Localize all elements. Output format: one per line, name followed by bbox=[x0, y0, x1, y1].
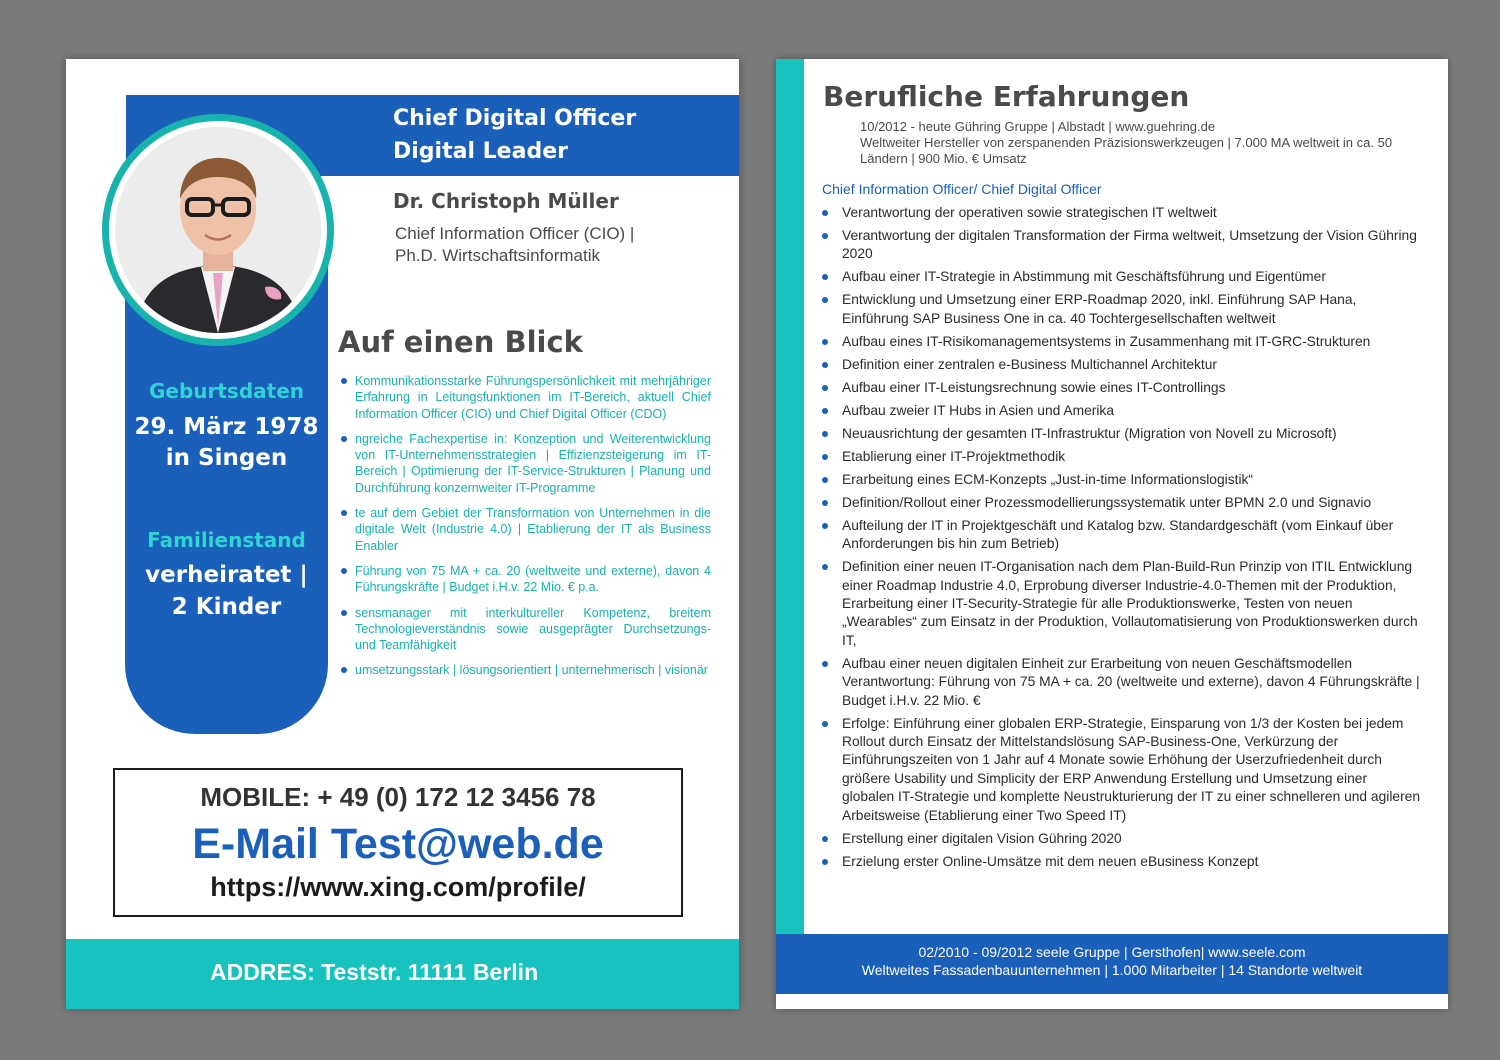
responsibility-item: Aufbau eines IT-Risikomanagementsystems in Zusammenhang mit IT-GRC-Strukturen bbox=[822, 333, 1422, 351]
family-label: Familienstand bbox=[147, 528, 306, 552]
job-subtitle: Digital Leader bbox=[393, 139, 568, 164]
overview-list bbox=[339, 373, 711, 688]
responsibility-item: Aufbau einer IT-Strategie in Abstimmung mit Geschäftsführung und Eigentümer bbox=[822, 268, 1422, 286]
overview-item: Kommunikationsstarke Führungspersönlichkeit mit mehrjähriger Erfahrung in Leitungsfunktionen im IT-Bereich, aktuell Chief Information Officer (CIO) und Chief Digital Officer (CDO) bbox=[339, 373, 711, 422]
responsibility-item: Definition einer zentralen e-Business Multichannel Architektur bbox=[822, 356, 1422, 374]
overview-item: Führung von 75 MA + ca. 20 (weltweite und externe), davon 4 Führungskräfte | Budget i.H.v. 22 Mio. € p.a. bbox=[339, 563, 711, 596]
previous-employer: 02/2010 - 09/2012 seele Gruppe | Gersthofen| www.seele.com bbox=[918, 944, 1306, 960]
birth-date: 29. März 1978 bbox=[134, 414, 319, 440]
email-address[interactable]: E-Mail Test@web.de bbox=[192, 820, 604, 868]
job-title: Chief Digital Officer bbox=[393, 106, 637, 131]
position-title: Chief Information Officer/ Chief Digital Officer bbox=[822, 181, 1102, 197]
responsibility-item: Definition/Rollout einer Prozessmodellierungssystematik unter BPMN 2.0 und Signavio bbox=[822, 494, 1422, 512]
overview-item: sensmanager mit interkultureller Kompetenz, breitem Technologieverständnis sowie ausgeprägter Durchsetzungs- und Teamfähigkeit bbox=[339, 605, 711, 654]
responsibility-item: Erstellung einer digitalen Vision Gühring 2020 bbox=[822, 830, 1422, 848]
responsibility-item: Etablierung einer IT-Projektmethodik bbox=[822, 448, 1422, 466]
company-description: Weltweiter Hersteller von zerspanenden Präzisionswerkzeugen | 7.000 MA weltweit in ca. 50 Ländern | 900 Mio. € Umsatz bbox=[860, 135, 1393, 166]
mobile-number[interactable]: MOBILE: + 49 (0) 172 12 3456 78 bbox=[200, 782, 596, 812]
previous-employer-band bbox=[776, 934, 1448, 994]
responsibility-item: Entwicklung und Umsetzung einer ERP-Roadmap 2020, inkl. Einführung SAP Hana, Einführung SAP Business One in ca. 40 Tochtergesellschaften weltweit bbox=[822, 291, 1422, 328]
family-status: verheiratet | bbox=[145, 562, 308, 588]
xing-profile-link[interactable]: https://www.xing.com/profile/ bbox=[210, 872, 586, 902]
role-line: Chief Information Officer (CIO) | bbox=[395, 224, 635, 243]
responsibility-item: Erarbeitung eines ECM-Konzepts „Just-in-time Informationslogistik“ bbox=[822, 471, 1422, 489]
company-info bbox=[860, 119, 1420, 167]
person-name: Dr. Christoph Müller bbox=[393, 189, 619, 213]
responsibility-item: Aufbau einer IT-Leistungsrechnung sowie eines IT-Controllings bbox=[822, 379, 1422, 397]
overview-item: ngreiche Fachexpertise in: Konzeption und Weiterentwicklung von IT-Unternehmensstrategien | Effizienzsteigerung im IT-Bereich | Optimierung der IT-Service-Strukturen | Planung und Durchführung konzernweiter IT-Programme bbox=[339, 431, 711, 496]
overview-heading: Auf einen Blick bbox=[338, 325, 583, 359]
overview-item: umsetzungsstark | lösungsorientiert | unternehmerisch | visionär bbox=[339, 662, 711, 678]
experience-heading: Berufliche Erfahrungen bbox=[823, 80, 1190, 113]
responsibility-item: Neuausrichtung der gesamten IT-Infrastruktur (Migration von Novell zu Microsoft) bbox=[822, 425, 1422, 443]
portrait-illustration bbox=[115, 127, 321, 333]
portrait-image bbox=[115, 127, 321, 333]
birth-label: Geburtsdaten bbox=[148, 379, 305, 403]
contact-box bbox=[113, 768, 683, 917]
responsibility-item: Erfolge: Einführung einer globalen ERP-Strategie, Einsparung von 1/3 der Kosten bei jedem Rollout durch Einsatz der Mittelstandslösung SAP-Business-One, Verkürzung der Einführungszeiten von 1 Jahr auf 4 Monate sowie Erhöhung der Userzufriedenheit durch größere Usability und Simplicity der ERP Anwendung Erstellung und Umsetzung einer globalen IT-Strategie und komplette Neustrukturierung der IT zu einer schnelleren und agileren Arbeitsweise (Etablierung einer Two Speed IT) bbox=[822, 715, 1422, 825]
responsibility-list bbox=[822, 204, 1422, 876]
address-band bbox=[66, 939, 739, 1009]
responsibility-item: Aufteilung der IT in Projektgeschäft und Katalog bzw. Standardgeschäft (vom Einkauf über Anforderungen bis hin zum Betrieb) bbox=[822, 517, 1422, 554]
postal-address: ADDRES: Teststr. 11111 Berlin bbox=[210, 959, 539, 985]
degree-line: Ph.D. Wirtschaftsinformatik bbox=[395, 246, 600, 265]
accent-strip bbox=[776, 59, 804, 934]
responsibility-item: Verantwortung der operativen sowie strategischen IT weltweit bbox=[822, 204, 1422, 222]
person-role bbox=[395, 223, 725, 267]
company-line: 10/2012 - heute Gühring Gruppe | Albstadt | www.guehring.de bbox=[860, 119, 1216, 134]
responsibility-item: Definition einer neuen IT-Organisation nach dem Plan-Build-Run Prinzip von ITIL Entwicklung einer Roadmap Industrie 4.0, Erprobung diverser Industrie-4.0-Themen mit der Produktion, Erarbeitung einer IT-Security-Strategie für alle Produktionswerke, Testen von neuen „Wearables“ zum Einsatz in der Produktion, Vollautomatisierung von Produktionswerken durch IT, bbox=[822, 558, 1422, 650]
birth-place: in Singen bbox=[165, 445, 288, 471]
previous-employer-description: Weltweites Fassadenbauunternehmen | 1.000 Mitarbeiter | 14 Standorte weltweit bbox=[861, 962, 1363, 978]
profile-photo bbox=[102, 114, 334, 346]
responsibility-item: Aufbau einer neuen digitalen Einheit zur Erarbeitung von neuen Geschäftsmodellen Verantwortung: Führung von 75 MA + ca. 20 (weltweite und externe), davon 4 Führungskräfte | Budget i.H.v. 22 Mio. € bbox=[822, 655, 1422, 710]
responsibility-item: Erzielung erster Online-Umsätze mit dem neuen eBusiness Konzept bbox=[822, 853, 1422, 871]
overview-item: te auf dem Gebiet der Transformation von Unternehmen in die digitale Welt (Industrie 4.0) | Etablierung der IT als Business Enabler bbox=[339, 505, 711, 554]
profile-page-left bbox=[66, 59, 739, 1009]
experience-page-right bbox=[776, 59, 1448, 1009]
responsibility-item: Verantwortung der digitalen Transformation der Firma weltweit, Umsetzung der Vision Gühring 2020 bbox=[822, 227, 1422, 264]
family-children: 2 Kinder bbox=[171, 594, 282, 620]
responsibility-item: Aufbau zweier IT Hubs in Asien und Amerika bbox=[822, 402, 1422, 420]
